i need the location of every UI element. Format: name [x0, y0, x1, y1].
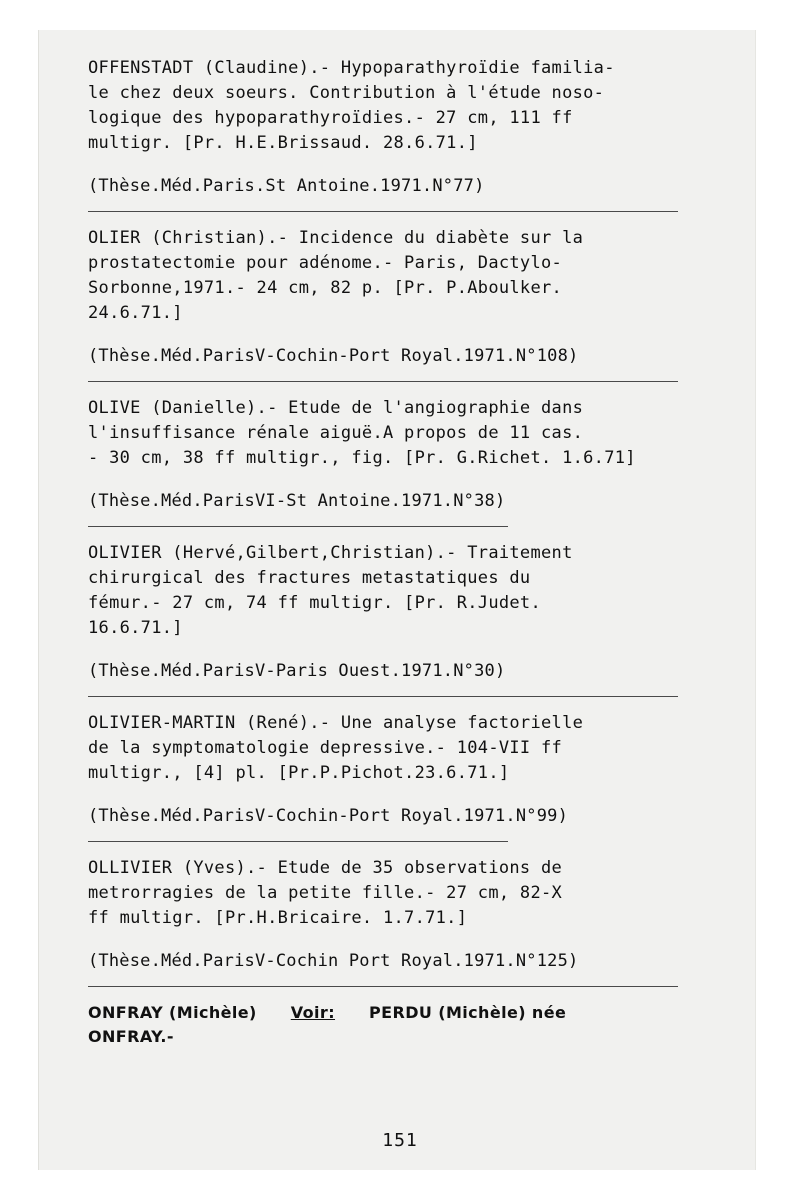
- entry-line: - 30 cm, 38 ff multigr., fig. [Pr. G.Richet. 1.6.71]: [88, 448, 636, 468]
- thesis-note: (Thèse.Méd.ParisVI-St Antoine.1971.N°38): [88, 491, 506, 511]
- entry-line: multigr. [Pr. H.E.Brissaud. 28.6.71.]: [88, 133, 478, 153]
- catalog-entry-olivier-martin: [88, 711, 728, 829]
- entry-line: fémur.- 27 cm, 74 ff multigr. [Pr. R.Judet.: [88, 593, 541, 613]
- entry-line: OLIER (Christian).- Incidence du diabète sur la: [88, 228, 584, 248]
- catalog-entry-ollivier: [88, 856, 728, 974]
- entry-separator: [88, 841, 508, 842]
- thesis-note: (Thèse.Méd.ParisV-Cochin Port Royal.1971.N°125): [88, 951, 579, 971]
- entry-line: prostatectomie pour adénome.- Paris, Dactylo-: [88, 253, 563, 273]
- entry-line: OFFENSTADT (Claudine).- Hypoparathyroïdie familia-: [88, 58, 615, 78]
- entry-line: multigr., [4] pl. [Pr.P.Pichot.23.6.71.]: [88, 763, 510, 783]
- page-number: 151: [382, 1130, 418, 1151]
- entry-line: ff multigr. [Pr.H.Bricaire. 1.7.71.]: [88, 908, 468, 928]
- entry-line: de la symptomatologie depressive.- 104-VII ff: [88, 738, 563, 758]
- thesis-note: (Thèse.Méd.ParisV-Cochin-Port Royal.1971.N°99): [88, 806, 569, 826]
- entry-separator: [88, 696, 678, 697]
- cross-reference-entry: [88, 1001, 728, 1049]
- catalog-entries: [88, 56, 728, 1049]
- entry-line: logique des hypoparathyroïdies.- 27 cm, 111 ff: [88, 108, 573, 128]
- catalog-entry-olivier: [88, 541, 728, 684]
- catalog-entry-olive: [88, 396, 728, 514]
- catalog-entry-offenstadt: [88, 56, 728, 199]
- catalog-entry-olier: [88, 226, 728, 369]
- entry-separator: [88, 526, 508, 527]
- crossref-continuation: ONFRAY.-: [88, 1027, 174, 1046]
- thesis-note: (Thèse.Méd.ParisV-Cochin-Port Royal.1971.N°108): [88, 346, 579, 366]
- entry-line: le chez deux soeurs. Contribution à l'étude noso-: [88, 83, 605, 103]
- entry-separator: [88, 381, 678, 382]
- entry-line: OLIVIER (Hervé,Gilbert,Christian).- Traitement: [88, 543, 573, 563]
- entry-line: 24.6.71.]: [88, 303, 183, 323]
- entry-line: OLIVE (Danielle).- Etude de l'angiographie dans: [88, 398, 584, 418]
- entry-line: OLLIVIER (Yves).- Etude de 35 observations de: [88, 858, 563, 878]
- entry-line: Sorbonne,1971.- 24 cm, 82 p. [Pr. P.Aboulker.: [88, 278, 563, 298]
- entry-separator: [88, 211, 678, 212]
- crossref-target: PERDU (Michèle) née: [369, 1003, 567, 1022]
- thesis-note: (Thèse.Méd.Paris.St Antoine.1971.N°77): [88, 176, 485, 196]
- entry-line: chirurgical des fractures metastatiques du: [88, 568, 531, 588]
- entry-separator: [88, 986, 678, 987]
- entry-line: 16.6.71.]: [88, 618, 183, 638]
- crossref-voir-label: Voir:: [290, 1003, 336, 1022]
- thesis-note: (Thèse.Méd.ParisV-Paris Ouest.1971.N°30): [88, 661, 506, 681]
- entry-line: l'insuffisance rénale aiguë.A propos de 11 cas.: [88, 423, 584, 443]
- crossref-name: ONFRAY (Michèle): [88, 1003, 257, 1022]
- entry-line: metrorragies de la petite fille.- 27 cm, 82-X: [88, 883, 563, 903]
- entry-line: OLIVIER-MARTIN (René).- Une analyse factorielle: [88, 713, 584, 733]
